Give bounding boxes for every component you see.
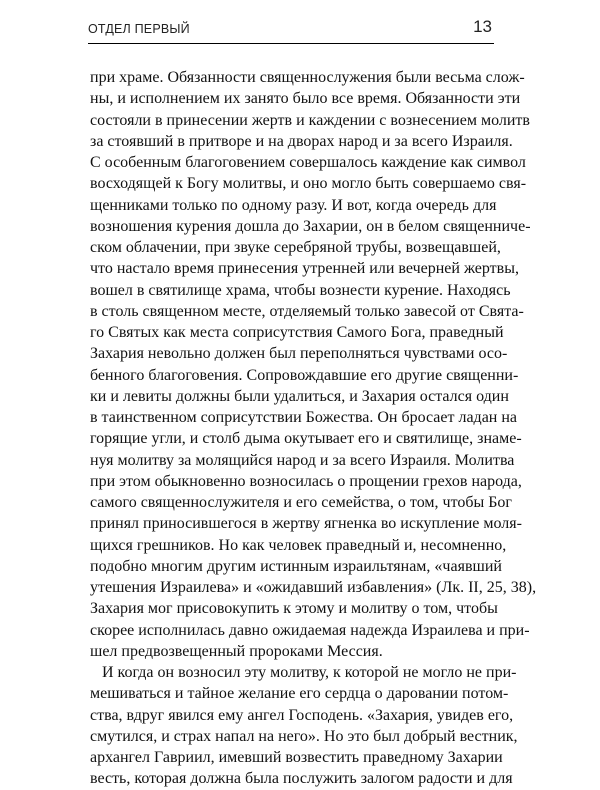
text-line: нуя молитву за молящийся народ и за всего Израиля. Молитва: [90, 451, 515, 469]
text-line: состояли в принесении жертв и каждении с вознесением молитв: [90, 111, 530, 129]
text-line: щихся грешников. Но как человек праведный и, несомненно,: [90, 536, 507, 554]
text-line: го Святых как места соприсутствия Самого Бога, праведный: [90, 324, 504, 341]
text-line: ны, и исполнением их занято было все время. Обязанности эти: [90, 90, 521, 108]
text-line: С особенным благоговением совершалось каждение как символ: [90, 154, 526, 171]
text-line: самого священнослужителя и его семейства, о том, чтобы Бог: [90, 494, 512, 511]
text-line: в таинственном соприсутствии Божества. Он бросает ладан на: [90, 409, 518, 426]
text-line: при этом обыкновенно возносилась о прощении грехов народа,: [90, 472, 522, 490]
text-line: бенного благоговения. Сопровождавшие его другие священни-: [90, 366, 519, 384]
section-title: ОТДЕЛ ПЕРВЫЙ: [88, 22, 190, 36]
text-line: ства, вдруг явился ему ангел Господень. «Захария, увидев его,: [90, 706, 514, 724]
text-line: при храме. Обязанности священнослужения были весьма слож-: [90, 69, 525, 86]
text-line: за стоявший в притворе и на дворах народ и за всего Израиля.: [90, 132, 513, 150]
text-line: вознoшения курения дошла до Захарии, он в белом священниче-: [90, 217, 531, 235]
text-line: щенниками только по одному разу. И вот, когда очередь для: [90, 196, 497, 214]
text-line: горящие угли, и столб дыма окутывает его и святилище, знаме-: [90, 430, 522, 448]
paragraph: [90, 662, 518, 790]
text-line: И когда он возносил эту молитву, к которой не могло не при-: [102, 664, 517, 681]
text-line: смутился, и страх напал на него». Но это был добрый вестник,: [90, 727, 518, 745]
text-line: ском облачении, при звуке серебряной трубы, возвещавшей,: [90, 239, 501, 256]
text-line: весть, которая должна была послужить залогом радости и для: [90, 770, 513, 788]
text-line: восходящей к Богу молитвы, и оно могло быть совершаемо свя-: [90, 175, 527, 193]
text-line: Захария мог присовокупить к этому и молитву о том, чтобы: [90, 600, 498, 618]
text-line: Захария невольно должен был переполняться чувствами осо-: [90, 345, 508, 363]
text-line: утешения Израилева» и «ожидавший избавления» (Лк. II, 25, 38),: [90, 579, 537, 596]
text-line: мешиваться и тайное желание его сердца о даровании потом-: [90, 685, 509, 703]
text-line: что настало время принесения утренней или вечерней жертвы,: [90, 260, 519, 278]
text-line: в столь священном месте, отделяемый только завесой от Свята-: [90, 302, 524, 320]
text-line: ки и левиты должны были удалиться, и Захария остался один: [90, 387, 509, 405]
running-head: [88, 17, 494, 44]
page-number: 13: [473, 17, 492, 36]
text-line: подобно многим другим истинным израильтянам, «чаявший: [90, 557, 502, 575]
text-line: скорее исполнилась давно ожидаемая надежда Израилева и при-: [90, 621, 530, 639]
body-text: [90, 67, 537, 790]
text-line: архангел Гавриил, имевший возвестить праведному Захарии: [90, 749, 503, 766]
paragraph: [90, 67, 537, 662]
text-line: шел предвозвещенный пророками Мессия.: [90, 642, 383, 660]
text-line: вошел в святилище храма, чтобы вознести курение. Находясь: [90, 281, 511, 299]
text-line: принял приносившегося в жертву ягненка во искупление моля-: [90, 515, 522, 533]
